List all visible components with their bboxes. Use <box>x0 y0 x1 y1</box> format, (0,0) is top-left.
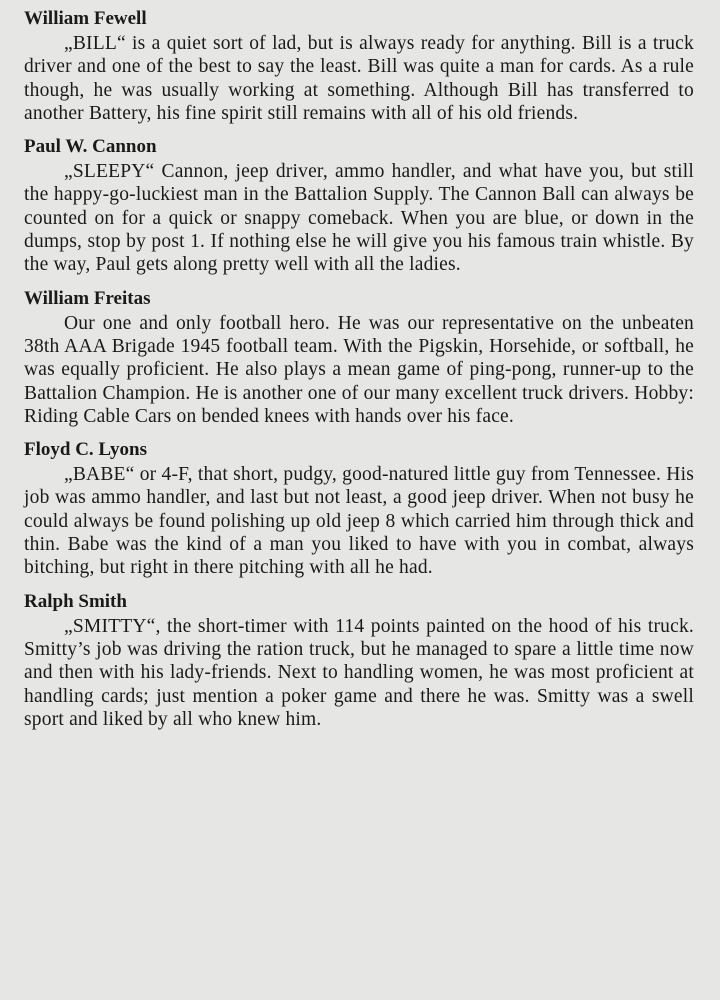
entry-text: „BABE“ or 4-F, that short, pudgy, good-natured little guy from Tennessee. His job was ammo handler, and last but not least, a good jeep driver. When not busy he could always be found polishing up old jeep 8 which carried him through thick and thin. Babe was the kind of a man you liked to have with you in combat, always bitching, but right in there pitching with all he had. <box>24 464 694 579</box>
entry-paul-w-cannon <box>24 135 694 276</box>
entry-text: „SMITTY“, the short-timer with 114 points painted on the hood of his truck. Smitty’s job was driving the ration truck, but he managed to spare a little time now and then with his lady-friends. Next to handling women, he was most proficient at handling cards; just mention a poker game and there he was. Smitty was a swell sport and liked by all who knew him. <box>24 615 694 730</box>
entry-ralph-smith <box>24 590 694 731</box>
entry-text: Our one and only football hero. He was our representative on the unbeaten 38th AAA Brigade 1945 football team. With the Pigskin, Horsehide, or softball, he was equally proficient. He also plays a mean game of ping-pong, runner-up to the Battalion Champion. He is another one of our many excellent truck drivers. Hobby: Riding Cable Cars on bended knees with hands over his face. <box>24 312 694 427</box>
entry-name: Floyd C. Lyons <box>24 439 148 461</box>
entry-name: William Fewell <box>24 8 147 29</box>
entry-william-freitas <box>24 287 694 428</box>
entry-name: Paul W. Cannon <box>24 136 157 158</box>
entry-text: „BILL“ is a quiet sort of lad, but is always ready for anything. Bill is a truck driver and one of the best to say the least. Bill was quite a man for cards. As a rule though, he was usually working at something. Although Bill has transferred to another Battery, his fine spirit still remains with all of his old friends. <box>24 33 694 124</box>
entry-name: William Freitas <box>24 287 151 309</box>
entry-floyd-c-lyons <box>24 438 694 579</box>
entry-text: „SLEEPY“ Cannon, jeep driver, ammo handler, and what have you, but still the happy-go-luckiest man in the Battalion Supply. The Cannon Ball can always be counted on for a quick or snappy comeback. When you are blue, or down in the dumps, stop by post 1. If nothing else he will give you his famous train whistle. By the way, Paul gets along pretty well with all the ladies. <box>24 161 694 276</box>
entry-name: Ralph Smith <box>24 590 127 612</box>
entry-william-fewell <box>24 7 694 125</box>
